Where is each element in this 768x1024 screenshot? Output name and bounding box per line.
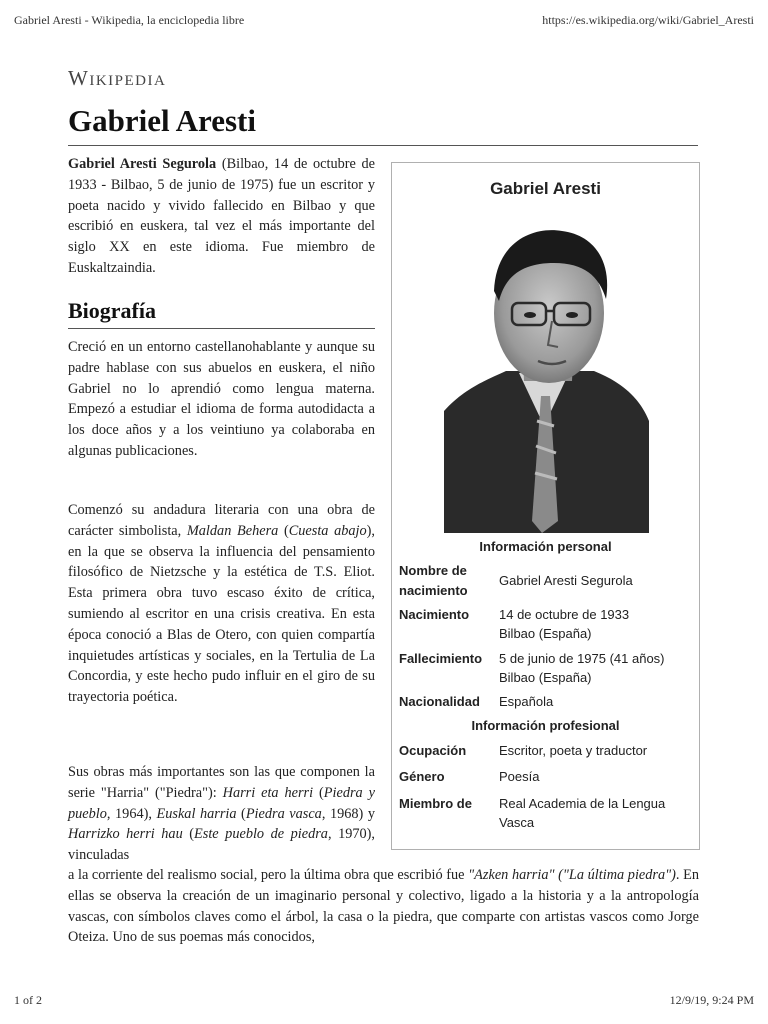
wikipedia-wordmark[interactable]: Wikipedia: [68, 66, 167, 90]
page-title: Gabriel Aresti: [68, 103, 698, 146]
infobox-row-label: Nacionalidad: [399, 694, 480, 709]
section-heading-biografia: Biografía: [68, 298, 375, 329]
bio-p3-text-d: (: [236, 805, 246, 822]
bio-p2-text-b: (: [278, 522, 289, 539]
infobox-row-value: Escritor, poeta y traductor: [499, 743, 648, 758]
infobox-row-label: Nacimiento: [399, 607, 470, 622]
work-title-azken-harria: "Azken harria" ("La última piedra"): [468, 867, 676, 883]
bio-paragraph-1-text: Creció en un entorno castellanohablante y aunque su padre hablase con sus abuelos en euskera, el niño Gabriel no lo aprendió como lengua materna. Empezó a estudiar el idioma de forma autodidacta a los doce años y a los veintiuno ya colaboraba en algunas publicaciones.: [68, 339, 375, 459]
work-title-maldan-behera: Maldan Behera: [186, 522, 279, 539]
infobox-row-value: Española: [499, 694, 554, 709]
bio-p4-text-a: a la corriente del realismo social, pero la última obra que escribió fue: [68, 867, 469, 883]
bio-p2-text-a: Comenzó su andadura literaria con una obra de carácter simbolista,: [68, 502, 375, 539]
print-timestamp: 12/9/19, 9:24 PM: [669, 993, 754, 1007]
bio-p3-text-b: (: [313, 784, 324, 801]
work-title-euskal-harria: Euskal harria: [156, 805, 237, 822]
bio-p3-text-c: , 1964),: [106, 805, 157, 822]
bio-p3-text-e: , 1968) y: [321, 805, 376, 822]
infobox-row-value: Gabriel Aresti Segurola: [499, 573, 633, 588]
subject-full-name: Gabriel Aresti Segurola: [68, 156, 217, 172]
work-title-harrizko-herri-hau: Harrizko herri hau: [68, 826, 183, 843]
bio-p3-text-f: (: [182, 826, 195, 843]
work-title-cuesta-abajo: Cuesta abajo: [288, 522, 367, 539]
work-title-piedra-y-pueblo: Piedra y pueblo: [68, 784, 375, 822]
portrait-photo[interactable]: [444, 221, 649, 533]
intro-paragraph: [68, 154, 375, 279]
work-title-este-pueblo-de-piedra: Este pueblo de piedra: [194, 826, 328, 843]
bio-p2-text-c: ), en la que se observa la influencia del pensamiento filosófico de Nietzsche y la estética de T.S. Eliot. Esta primera obra tuvo escaso éxito de crítica, sumiendo al escritor en una crisis creativa. En esta época conoció a Blas de Otero, con quien compartía inquietudes artísticas y sociales, en la Tertulia de La Concordia, y este hecho pudo influir en el giro de su trayectoria poética.: [68, 522, 375, 706]
bio-paragraph-2: [68, 500, 375, 708]
infobox-title: Gabriel Aresti: [490, 179, 601, 198]
intro-text: (Bilbao, 14 de octubre de 1933 - Bilbao, 5 de junio de 1975) fue un escritor y poeta nacido y vivido fallecido en Bilbao y que escribió en euskera, tal vez el más importante del siglo XX en este idioma. Fue miembro de Euskaltzaindia.: [68, 156, 376, 276]
infobox-row-label: Género: [399, 769, 445, 784]
bio-p3-text-g: , 1970), vinculadas: [68, 826, 375, 864]
infobox-row-label: Miembro de: [399, 796, 472, 811]
print-header-title: Gabriel Aresti - Wikipedia, la enciclopedia libre: [14, 13, 245, 27]
infobox-row-label: Fallecimiento: [399, 651, 483, 666]
infobox-section-personal: Información personal: [479, 539, 612, 554]
infobox-row-value: Poesía: [499, 769, 540, 784]
infobox-row-value[interactable]: Real Academia de la Lengua Vasca: [499, 796, 666, 830]
infobox-row-label: Ocupación: [399, 743, 467, 758]
infobox-row-label: Nombre de nacimiento: [399, 563, 468, 598]
bio-paragraph-3-continued: [68, 865, 699, 948]
infobox-row-value: 5 de junio de 1975 (41 años) Bilbao (España): [499, 651, 665, 685]
bio-p4-text-b: . En ellas se observa la creación de un imaginario personal y colectivo, ligado a la historia y a la antropología vascas, con símbolos claves como el árbol, la casa o la piedra, que comparte con artistas vascos como Jorge Oteiza. Uno de sus poemas más conocidos,: [68, 867, 699, 946]
infobox: [391, 162, 700, 850]
infobox-section-professional: Información profesional: [471, 718, 620, 733]
infobox-row-value: 14 de octubre de 1933 Bilbao (España): [499, 607, 630, 641]
bio-paragraph-3: [68, 762, 375, 866]
work-title-harri-eta-herri: Harri eta herri: [222, 784, 314, 801]
work-title-piedra-vasca: Piedra vasca: [245, 805, 322, 822]
bio-paragraph-1: [68, 337, 375, 462]
print-header-url[interactable]: https://es.wikipedia.org/wiki/Gabriel_Aresti: [542, 13, 754, 27]
bio-p3-text-a: Sus obras más importantes son las que componen la serie "Harria" ("Piedra"):: [68, 764, 375, 801]
page-number: 1 of 2: [14, 993, 42, 1007]
